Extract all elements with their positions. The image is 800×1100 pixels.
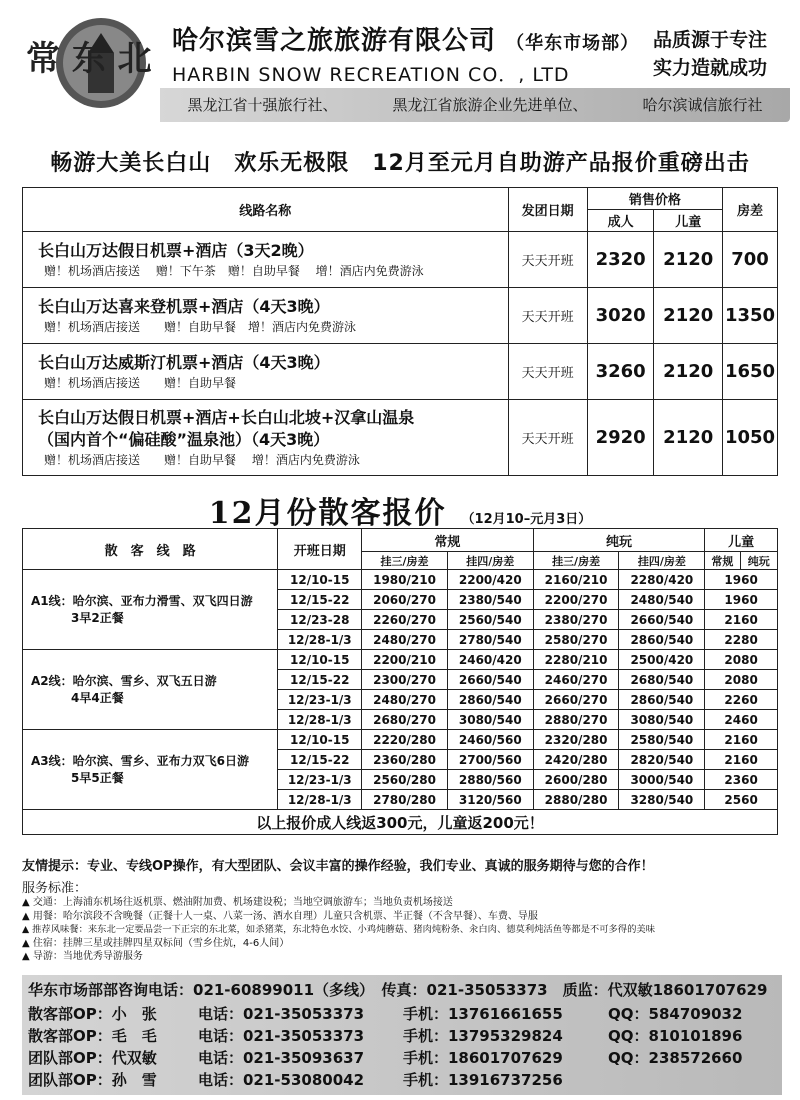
regular-4star: 2860/540 [447, 690, 533, 710]
sub-header: 纯玩 [740, 552, 777, 570]
contact-qq: QQ：584709032 [608, 1005, 743, 1023]
route-name: 长白山万达假日机票+酒店（3天2晚） [38, 240, 314, 260]
package-price-table [22, 187, 778, 476]
route-cell [23, 650, 278, 730]
header [0, 0, 800, 130]
child-price: 2560 [705, 790, 778, 810]
child-price: 2460 [705, 710, 778, 730]
regular-4star: 2460/420 [447, 650, 533, 670]
route-name: A3线：哈尔滨、雪乡、亚布力双飞6日游 [31, 753, 249, 768]
pure-4star: 3000/540 [619, 770, 705, 790]
regular-3star: 2480/270 [362, 630, 448, 650]
sub-header: 挂三/房差 [533, 552, 619, 570]
service-item: ▲ 住宿：挂牌三星或挂牌四星双标间（雪乡住炕，4-6人间） [22, 937, 290, 949]
col-regular: 常规 [362, 529, 534, 552]
pure-3star: 2580/270 [533, 630, 619, 650]
table-row [23, 400, 778, 476]
route-name-line2: （国内首个“偏硅酸”温泉池）（4天3晚） [38, 429, 330, 449]
honor-item: 哈尔滨诚信旅行社 [642, 96, 763, 114]
route-meals: 4早4正餐 [71, 690, 124, 705]
honor-item: 黑龙江省旅游企业先进单位、 [392, 96, 588, 114]
pure-4star: 2860/540 [619, 690, 705, 710]
col-child: 儿童 [705, 529, 778, 552]
pure-4star: 2660/540 [619, 610, 705, 630]
regular-3star: 2220/280 [362, 730, 448, 750]
regular-4star: 2700/560 [447, 750, 533, 770]
pure-3star: 2880/280 [533, 790, 619, 810]
route-meals: 3早2正餐 [71, 610, 124, 625]
service-item: ▲ 推荐风味餐：来东北一定要品尝一下正宗的东北菜，如杀猪菜，东北特色水饺、小鸡炖蘑菇、猪肉炖粉条、汆白肉、德莫利炖活鱼等都是不可多得的美味 [22, 924, 655, 935]
regular-4star: 2880/560 [447, 770, 533, 790]
headline: 畅游大美长白山 欢乐无极限 12月至元月自助游产品报价重磅出击 [50, 151, 750, 176]
start-date: 12/15-22 [278, 590, 362, 610]
sub-header: 挂四/房差 [619, 552, 705, 570]
route-name: A2线：哈尔滨、雪乡、双飞五日游 [31, 673, 217, 688]
route-gifts: 赠！机场酒店接送 赠！自助早餐 增！酒店内免费游泳 [44, 319, 357, 334]
contact-qq: QQ：810101896 [608, 1027, 743, 1045]
pure-3star: 2660/270 [533, 690, 619, 710]
route-name: 长白山万达威斯汀机票+酒店（4天3晚） [38, 352, 330, 372]
col-route: 散 客 线 路 [23, 529, 278, 570]
child-price: 2160 [705, 730, 778, 750]
child-price: 2080 [705, 650, 778, 670]
route-gifts: 赠！机场酒店接送 赠！下午茶 赠！自助早餐 增！酒店内免费游泳 [44, 263, 424, 278]
regular-3star: 2680/270 [362, 710, 448, 730]
start-date: 12/28-1/3 [278, 630, 362, 650]
service-standard-label: 服务标准： [22, 881, 88, 896]
table-row [23, 232, 778, 288]
company-name-cn [172, 20, 639, 57]
contact-mobile: 手机：13795329824 [403, 1027, 563, 1045]
pure-4star: 2820/540 [619, 750, 705, 770]
department-name: （华东市场部） [506, 33, 640, 54]
adult-price: 3020 [587, 288, 654, 344]
start-date: 12/28-1/3 [278, 710, 362, 730]
pure-4star: 2580/540 [619, 730, 705, 750]
pure-3star: 2320/280 [533, 730, 619, 750]
pure-4star: 2860/540 [619, 630, 705, 650]
col-departure: 发团日期 [508, 188, 587, 232]
route-name: 长白山万达假日机票+酒店+长白山北坡+汉拿山温泉 [38, 407, 415, 427]
table-row [23, 730, 778, 750]
sub-header: 常规 [705, 552, 740, 570]
col-pure: 纯玩 [533, 529, 705, 552]
col-child: 儿童 [654, 210, 723, 232]
child-price: 2120 [654, 400, 723, 476]
contact-role: 团队部OP：代双敏 [28, 1049, 157, 1067]
start-date: 12/15-22 [278, 750, 362, 770]
sub-header: 挂四/房差 [447, 552, 533, 570]
hotline: 华东市场部部咨询电话：021-60899011（多线） 传真：021-35053373 质监：代双敏18601707629 [28, 981, 768, 999]
start-date: 12/28-1/3 [278, 790, 362, 810]
regular-3star: 1980/210 [362, 570, 448, 590]
table-row [23, 288, 778, 344]
friendly-tip: 友情提示：专业、专线OP操作，有大型团队、会议丰富的操作经验，我们专业、真诚的服务期待与您的合作！ [22, 859, 654, 874]
col-route-name: 线路名称 [23, 188, 509, 232]
child-price: 2260 [705, 690, 778, 710]
child-price: 1960 [705, 590, 778, 610]
route-meals: 5早5正餐 [71, 770, 124, 785]
departure-date: 天天开班 [508, 232, 587, 288]
start-date: 12/23-1/3 [278, 690, 362, 710]
individual-price-table [22, 528, 778, 835]
regular-3star: 2260/270 [362, 610, 448, 630]
col-adult: 成人 [587, 210, 654, 232]
contact-tel: 电话：021-53080042 [198, 1071, 365, 1089]
service-item: ▲ 用餐：哈尔滨段不含晚餐（正餐十人一桌、八菜一汤、酒水自理）儿童只含机票、半正餐（不含早餐）、车费、导服 [22, 910, 538, 922]
departure-date: 天天开班 [508, 400, 587, 476]
regular-3star: 2300/270 [362, 670, 448, 690]
pure-4star: 3080/540 [619, 710, 705, 730]
regular-3star: 2200/210 [362, 650, 448, 670]
pure-3star: 2160/210 [533, 570, 619, 590]
departure-date: 天天开班 [508, 344, 587, 400]
contact-role: 团队部OP：孙 雪 [28, 1071, 157, 1089]
service-item: ▲ 交通：上海浦东机场往返机票、燃油附加费、机场建设税；当地空调旅游车；当地负责机场接送 [22, 897, 453, 908]
child-price: 2160 [705, 750, 778, 770]
slogan [630, 26, 790, 82]
company-name-en: HARBIN SNOW RECREATION CO．, LTD [172, 64, 570, 86]
route-cell [23, 570, 278, 650]
pure-3star: 2420/280 [533, 750, 619, 770]
pure-4star: 2500/420 [619, 650, 705, 670]
contact-qq: QQ：238572660 [608, 1049, 743, 1067]
pure-3star: 2460/270 [533, 670, 619, 690]
company-name: 哈尔滨雪之旅旅游有限公司 [172, 26, 497, 56]
pure-4star: 2280/420 [619, 570, 705, 590]
pure-3star: 2380/270 [533, 610, 619, 630]
logo-text: 常 东 北 [26, 39, 152, 79]
col-sale-price: 销售价格 [587, 188, 722, 210]
pure-4star: 2480/540 [619, 590, 705, 610]
col-start-date: 开班日期 [278, 529, 362, 570]
child-price: 2120 [654, 288, 723, 344]
room-diff: 1050 [723, 400, 778, 476]
company-logo [16, 8, 166, 118]
table-row [23, 344, 778, 400]
contact-role: 散客部OP：小 张 [28, 1005, 157, 1023]
departure-date: 天天开班 [508, 288, 587, 344]
regular-4star: 2200/420 [447, 570, 533, 590]
contact-tel: 电话：021-35053373 [198, 1027, 365, 1045]
child-price: 2120 [654, 344, 723, 400]
pure-4star: 3280/540 [619, 790, 705, 810]
regular-4star: 2660/540 [447, 670, 533, 690]
room-diff: 1650 [723, 344, 778, 400]
adult-price: 2320 [587, 232, 654, 288]
slogan-line-2: 实力造就成功 [652, 57, 767, 79]
route-name: A1线：哈尔滨、亚布力滑雪、双飞四日游 [31, 593, 253, 608]
adult-price: 3260 [587, 344, 654, 400]
contacts-section [22, 975, 782, 1095]
contact-mobile: 手机：13761661655 [403, 1005, 563, 1023]
child-price: 2160 [705, 610, 778, 630]
contact-role: 散客部OP：毛 毛 [28, 1027, 157, 1045]
route-cell [23, 730, 278, 810]
start-date: 12/10-15 [278, 730, 362, 750]
regular-4star: 2460/560 [447, 730, 533, 750]
contact-mobile: 手机：18601707629 [403, 1049, 563, 1067]
regular-3star: 2360/280 [362, 750, 448, 770]
child-price: 2360 [705, 770, 778, 790]
contact-mobile: 手机：13916737256 [403, 1071, 563, 1089]
tips-section [22, 855, 782, 964]
route-gifts: 赠！机场酒店接送 赠！自助早餐 [44, 375, 237, 390]
adult-price: 2920 [587, 400, 654, 476]
start-date: 12/10-15 [278, 650, 362, 670]
sub-header: 挂三/房差 [362, 552, 448, 570]
service-item: ▲ 导游：当地优秀导游服务 [22, 951, 143, 962]
section-title-main: 12月份散客报价 [208, 496, 447, 531]
section-title [0, 488, 800, 532]
start-date: 12/15-22 [278, 670, 362, 690]
child-price: 1960 [705, 570, 778, 590]
regular-3star: 2060/270 [362, 590, 448, 610]
start-date: 12/10-15 [278, 570, 362, 590]
pure-3star: 2600/280 [533, 770, 619, 790]
contact-tel: 电话：021-35053373 [198, 1005, 365, 1023]
child-price: 2120 [654, 232, 723, 288]
route-name: 长白山万达喜来登机票+酒店（4天3晚） [38, 296, 330, 316]
regular-4star: 2380/540 [447, 590, 533, 610]
pure-3star: 2200/270 [533, 590, 619, 610]
route-gifts: 赠！机场酒店接送 赠！自助早餐 增！酒店内免费游泳 [44, 452, 360, 467]
pure-4star: 2680/540 [619, 670, 705, 690]
rebate-note: 以上报价成人线返300元，儿童返200元！ [23, 810, 778, 835]
child-price: 2280 [705, 630, 778, 650]
regular-4star: 2560/540 [447, 610, 533, 630]
room-diff: 1350 [723, 288, 778, 344]
room-diff: 700 [723, 232, 778, 288]
regular-4star: 2780/540 [447, 630, 533, 650]
regular-4star: 3120/560 [447, 790, 533, 810]
table-row [23, 570, 778, 590]
regular-3star: 2780/280 [362, 790, 448, 810]
start-date: 12/23-28 [278, 610, 362, 630]
pure-3star: 2280/210 [533, 650, 619, 670]
regular-3star: 2480/270 [362, 690, 448, 710]
honor-item: 黑龙江省十强旅行社、 [187, 96, 338, 114]
table-row [23, 650, 778, 670]
contact-tel: 电话：021-35093637 [198, 1049, 365, 1067]
regular-3star: 2560/280 [362, 770, 448, 790]
honors-bar [160, 88, 790, 122]
section-title-dates: （12月10–元月3日） [461, 512, 592, 527]
slogan-line-1: 品质源于专注 [652, 29, 767, 51]
child-price: 2080 [705, 670, 778, 690]
col-room-diff: 房差 [723, 188, 778, 232]
pure-3star: 2880/270 [533, 710, 619, 730]
regular-4star: 3080/540 [447, 710, 533, 730]
start-date: 12/23-1/3 [278, 770, 362, 790]
